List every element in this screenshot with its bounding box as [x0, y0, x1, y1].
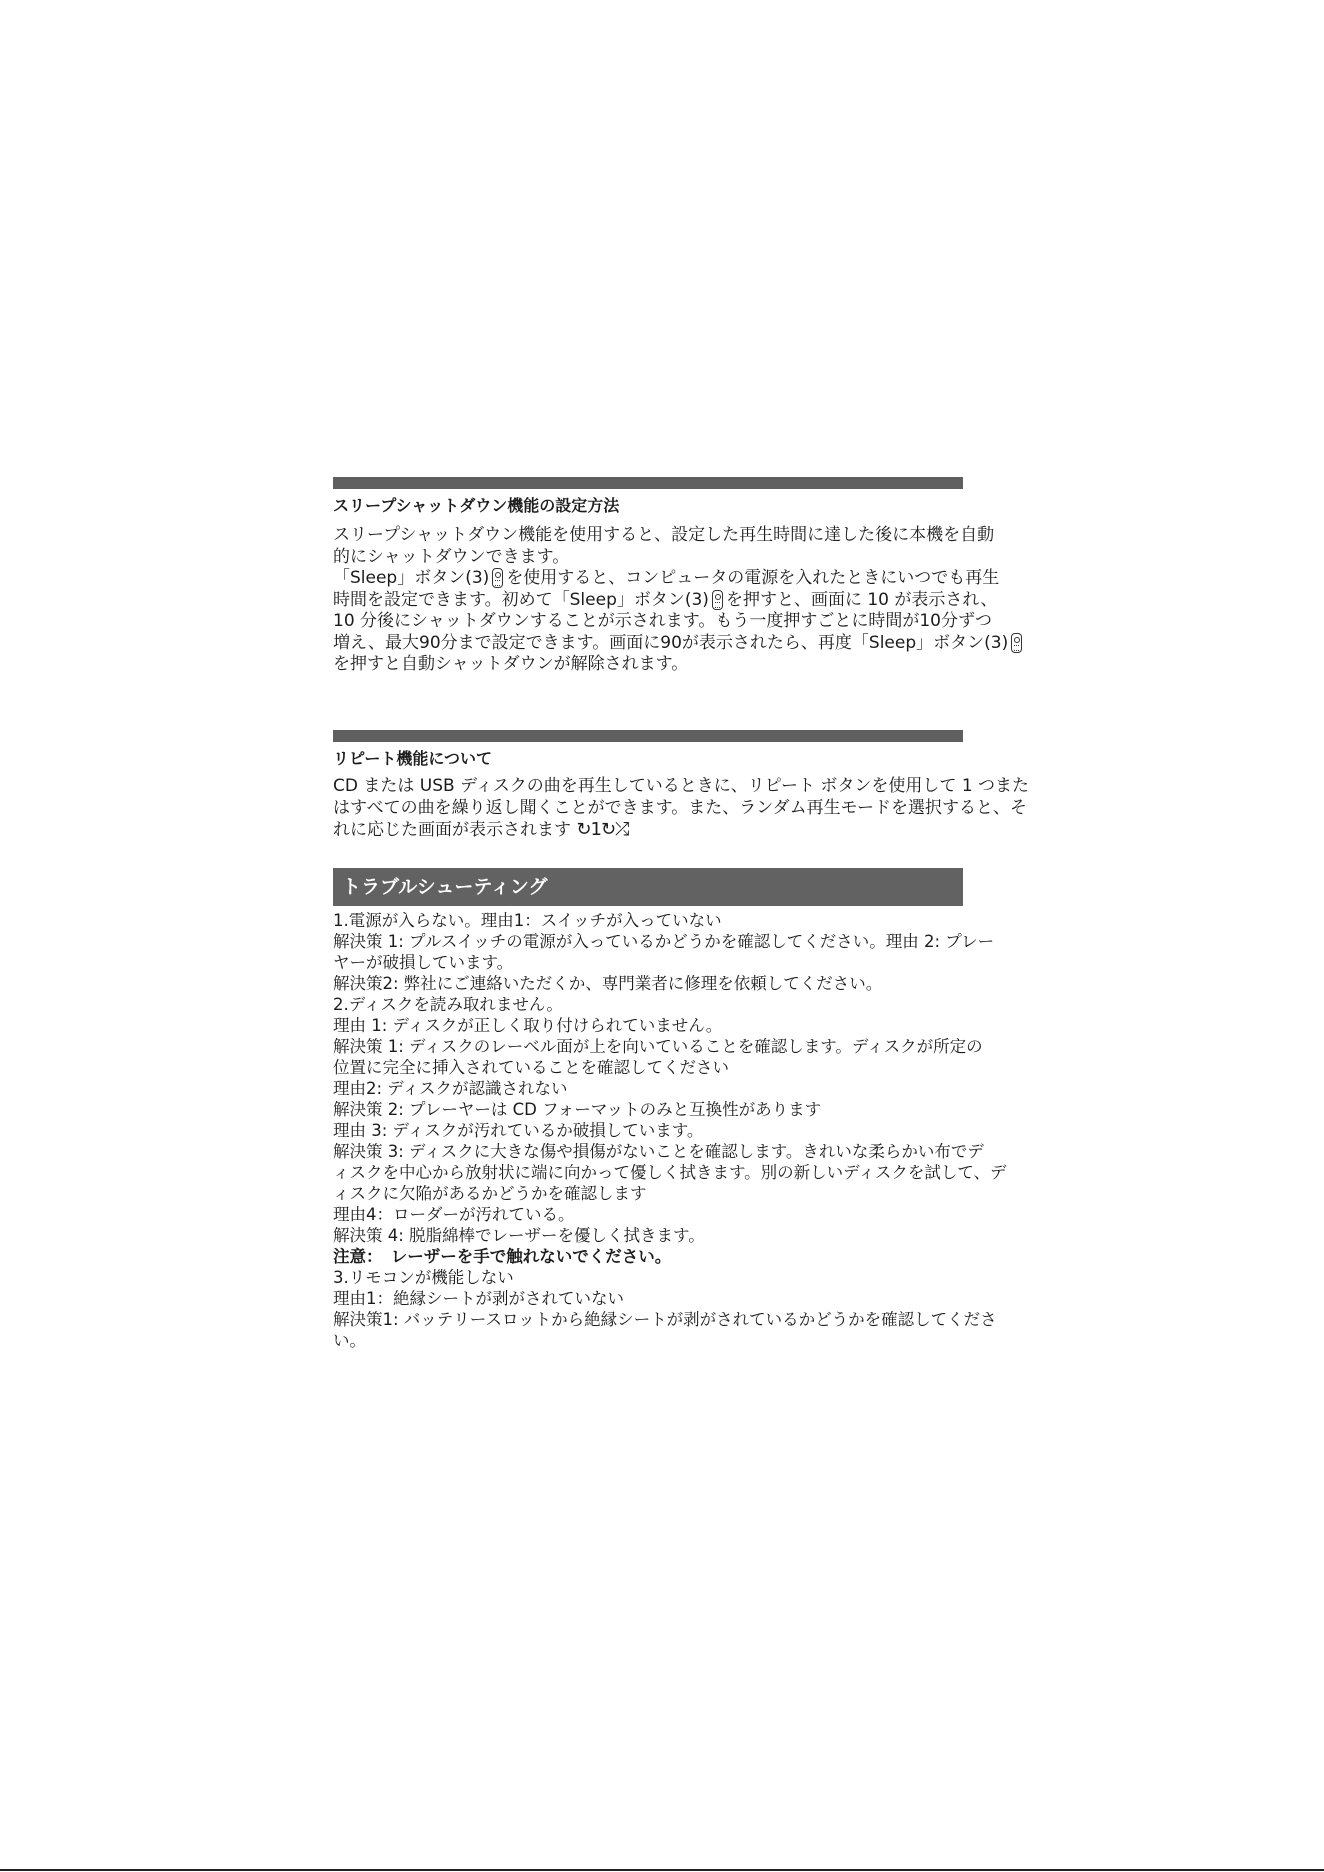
- text-segment: 時間を設定できます。初めて「Sleep」ボタン(3): [333, 589, 709, 610]
- text-line: 理由1：絶縁シートが剥がされていない: [333, 1289, 624, 1308]
- text-segment: 「Sleep」ボタン(3): [333, 568, 490, 588]
- troubleshooting-body: [333, 910, 1013, 1351]
- text-line: 理由 3: ディスクが汚れているか破損しています。: [333, 1121, 704, 1140]
- text-line: 理由4：ローダーが汚れている。: [333, 1205, 575, 1224]
- text-line: 解決策 2: プレーヤーは CD フォーマットのみと互換性があります: [333, 1100, 822, 1119]
- text-line: 解決策 3: ディスクに大きな傷や損傷がないことを確認します。きれいな柔らかい布でデ: [333, 1142, 984, 1161]
- text-line: 1.電源が入らない。理由1：スイッチが入っていない: [333, 911, 722, 930]
- troubleshooting-heading-bar: [333, 868, 963, 906]
- section-rule: [333, 730, 963, 742]
- text-segment: 増え、最大90分まで設定できます。画面に90が表示されたら、再度「Sleep」ボタン(3): [333, 632, 1009, 653]
- caution-note: 注意： レーザーを手で触れないでください。: [333, 1247, 672, 1266]
- repeat-section: [333, 730, 1030, 841]
- text-line: い。: [333, 1331, 366, 1350]
- text-line: 解決策1: バッテリースロットから絶縁シートが剥がされているかどうかを確認してくださ: [333, 1310, 997, 1329]
- text-line: ィスクに欠陥があるかどうかを確認します: [333, 1184, 647, 1203]
- text-line: 位置に完全に挿入されていることを確認してください: [333, 1058, 729, 1077]
- sleep-section: [333, 477, 1009, 676]
- sleep-heading: スリープシャットダウン機能の設定方法: [333, 496, 620, 515]
- text-line: CD または USB ディスクの曲を再生しているときに、リピート ボタンを使用して 1 つまた: [333, 776, 1030, 796]
- text-line: 理由2: ディスクが認識されない: [333, 1079, 568, 1098]
- remote-icon: [1011, 633, 1022, 653]
- text-line: スリープシャットダウン機能を使用すると、設定した再生時間に達した後に本機を自動: [333, 525, 995, 545]
- text-line: ィスクを中心から放射状に端に向かって優しく拭きます。別の新しいディスクを試して、デ: [333, 1163, 1007, 1182]
- text-segment: を使用すると、コンピュータの電源を入れたときにいつでも再生: [506, 568, 1000, 588]
- section-rule: [333, 477, 963, 489]
- sleep-paragraph: [333, 525, 1009, 676]
- text-line: 理由 1: ディスクが正しく取り付けられていません。: [333, 1016, 723, 1035]
- repeat-paragraph: [333, 776, 1030, 841]
- text-line: ヤーが破損しています。: [333, 953, 514, 972]
- text-line: 2.ディスクを読み取れません。: [333, 995, 563, 1014]
- text-line: [333, 819, 993, 841]
- text-line: [333, 632, 1009, 655]
- text-line: [333, 568, 1000, 590]
- page-bottom-rule: [0, 1869, 1324, 1871]
- remote-icon: [712, 590, 723, 610]
- text-segment: を押すと、画面に 10 が表示され、: [725, 589, 998, 610]
- text-line: 解決策2: 弊社にご連絡いただくか、専門業者に修理を依頼してください。: [333, 974, 883, 993]
- repeat-shuffle-icon: ↻1↻⤮: [576, 819, 629, 840]
- troubleshooting-heading: トラブルシューティング: [342, 876, 548, 898]
- repeat-heading: リピート機能について: [333, 749, 493, 768]
- text-line: 3.リモコンが機能しない: [333, 1268, 514, 1287]
- text-line: はすべての曲を繰り返し聞くことができます。また、ランダム再生モードを選択すると、そ: [333, 797, 1027, 818]
- text-line: 10 分後にシャットダウンすることが示されます。もう一度押すごとに時間が10分ずつ: [333, 611, 992, 631]
- text-line: 解決策 1: プルスイッチの電源が入っているかどうかを確認してください。理由 2: プレー: [333, 932, 995, 951]
- text-line: 解決策 1: ディスクのレーベル面が上を向いていることを確認します。ディスクが所定の: [333, 1037, 983, 1056]
- text-line: 解決策 4: 脱脂綿棒でレーザーを優しく拭きます。: [333, 1226, 705, 1245]
- remote-icon: [492, 568, 503, 588]
- text-line: を押すと自動シャットダウンが解除されます。: [333, 654, 689, 674]
- text-line: 的にシャットダウンできます。: [333, 546, 570, 567]
- text-line: [333, 589, 998, 612]
- text-segment: れに応じた画面が表示されます: [333, 819, 571, 840]
